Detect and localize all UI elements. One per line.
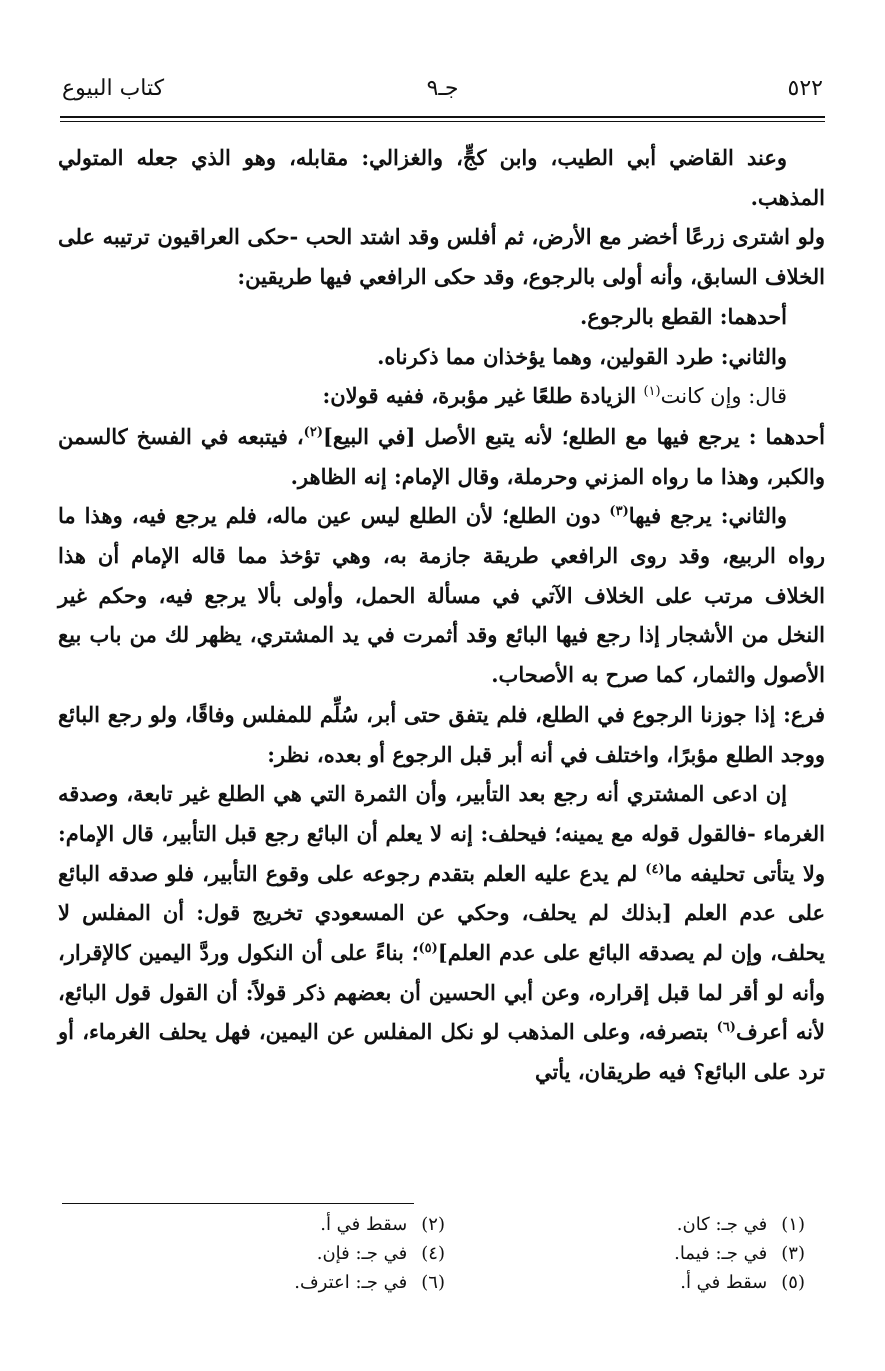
- text-run: الزيادة طلعًا غير مؤبرة، ففيه قولان:: [322, 383, 644, 409]
- text-run: ؛ بناءً على أن النكول وردَّ اليمين كالإقرار، وأنه لو أقر لما قبل إقراره، وعن أبي الحسين أن بعضهم ذكر قولاً: أن القول قول البائع، لأنه أعرف: [58, 940, 825, 1045]
- paragraph: [58, 774, 825, 1092]
- footnote-number: (١): [781, 1214, 805, 1235]
- footnote-text: سقط في أ.: [680, 1272, 768, 1293]
- book-title: كتاب البيوع: [62, 76, 165, 101]
- footnote-row: [62, 1210, 805, 1239]
- paragraph: أحدهما: القطع بالرجوع.: [580, 303, 787, 329]
- footnote: [85, 1210, 445, 1239]
- footnote-number: (٢): [421, 1214, 445, 1235]
- footnote-ref: (١): [643, 384, 661, 400]
- footnote-rule: [62, 1203, 414, 1204]
- paragraph: [58, 496, 825, 695]
- text-run: لم يدع عليه العلم بتقدم رجوعه على وقوع التأبير، فلو صدقه البائع على عدم العلم [بذلك لم يحلف، وحكي عن المسعودي تخريج قول: أن المفلس لا يحلف، وإن لم يصدقه البائع على عدم العلم]: [58, 860, 825, 966]
- text-run: بتصرفه، وعلى المذهب لو نكل المفلس عن اليمين، فهل يحلف الغرماء، أو ترد على البائع؟ فيه طريقان، يأتي: [58, 1019, 825, 1085]
- text-run: إن ادعى المشتري أنه رجع بعد التأبير، وأن الثمرة التي هي الطلع غير تابعة، وصدقه الغرماء -فالقول قوله مع يمينه؛ فيحلف: إنه لا يعلم أن البائع رجع قبل التأبير، قال الإمام: ولا يتأتى تحليفه ما: [58, 781, 825, 886]
- footnote-text: سقط في أ.: [320, 1214, 408, 1235]
- text-run: دون الطلع؛: [502, 503, 610, 529]
- footnote-ref: (٤): [645, 861, 665, 877]
- volume-label: جـ٩: [426, 76, 459, 101]
- footnote-ref: (٦): [716, 1020, 736, 1036]
- paragraph: [58, 376, 825, 417]
- footnote-ref: (٥): [418, 941, 438, 957]
- footnote: [445, 1210, 805, 1239]
- text-run: أحدهما : يرجع فيها مع الطلع؛ لأنه يتبع الأصل [في البيع]: [322, 423, 825, 449]
- paragraph: والثاني: طرد القولين، وهما يؤخذان مما ذكرناه.: [377, 343, 787, 369]
- text-run: والثاني: يرجع فيها: [628, 503, 787, 529]
- main-text: [58, 138, 825, 1092]
- page-header: [62, 76, 823, 110]
- paragraph: فرع: إذا جوزنا الرجوع في الطلع، فلم يتفق حتى أبر، سُلِّم للمفلس وفاقًا، ولو رجع البائع ووجد الطلع مؤبرًا، واختلف في أنه أبر قبل الرجوع أو بعده، نظر:: [58, 701, 825, 767]
- footnote-text: في جـ: فيما.: [674, 1243, 768, 1264]
- paragraph: ولو اشترى زرعًا أخضر مع الأرض، ثم أفلس وقد اشتد الحب -حكى العراقيون ترتيبه على الخلاف السابق، وأنه أولى بالرجوع، وقد حكى الرافعي فيها طريقين:: [58, 224, 825, 290]
- header-rule-thin: [60, 121, 825, 122]
- paragraph: [58, 417, 825, 496]
- footnote-number: (٤): [421, 1243, 445, 1264]
- footnote-text: في جـ: اعترف.: [294, 1272, 408, 1293]
- footnote-text: في جـ: كان.: [676, 1214, 768, 1235]
- footnote-row: [62, 1239, 805, 1268]
- paragraph: وعند القاضي أبي الطيب، وابن كجٍّ، والغزالي: مقابله، وهو الذي جعله المتولي المذهب.: [58, 145, 825, 210]
- footnote-number: (٦): [421, 1272, 445, 1293]
- footnote-number: (٥): [781, 1272, 805, 1293]
- page-number: ٥٢٢: [787, 76, 823, 101]
- footnote: [85, 1268, 445, 1297]
- footnote-ref: (٢): [303, 424, 323, 440]
- footnote-text: في جـ: فإن.: [316, 1243, 408, 1264]
- footnote: [445, 1268, 805, 1297]
- footnote: [445, 1239, 805, 1268]
- footnotes: [62, 1210, 805, 1297]
- footnote-ref: (٣): [609, 504, 629, 520]
- footnote: [85, 1239, 445, 1268]
- text-run: لأن الطلع ليس عين ماله، فلم يرجع فيه، وهذا ما رواه الربيع، وقد روى الرافعي طريقة جازمة به، وهي تؤخذ مما قاله الإمام أن هذا الخلاف مرتب على الخلاف الآتي في مسألة الحمل، وأولى بألا يرجع فيه، وحكم غير النخل من الأشجار إذا رجع فيها البائع وقد أثمرت في يد المشتري، يظهر لك من باب بيع الأصول والثمار، كما صرح به الأصحاب.: [58, 503, 825, 688]
- footnote-number: (٣): [781, 1243, 805, 1264]
- footnote-row: [62, 1268, 805, 1297]
- text-run: قال: وإن كانت: [660, 384, 787, 409]
- text-run: ، فيتبعه في الفسخ كالسمن والكبر، وهذا ما رواه المزني وحرملة، وقال الإمام: إنه الظاهر.: [58, 423, 825, 489]
- header-rule: [60, 116, 825, 118]
